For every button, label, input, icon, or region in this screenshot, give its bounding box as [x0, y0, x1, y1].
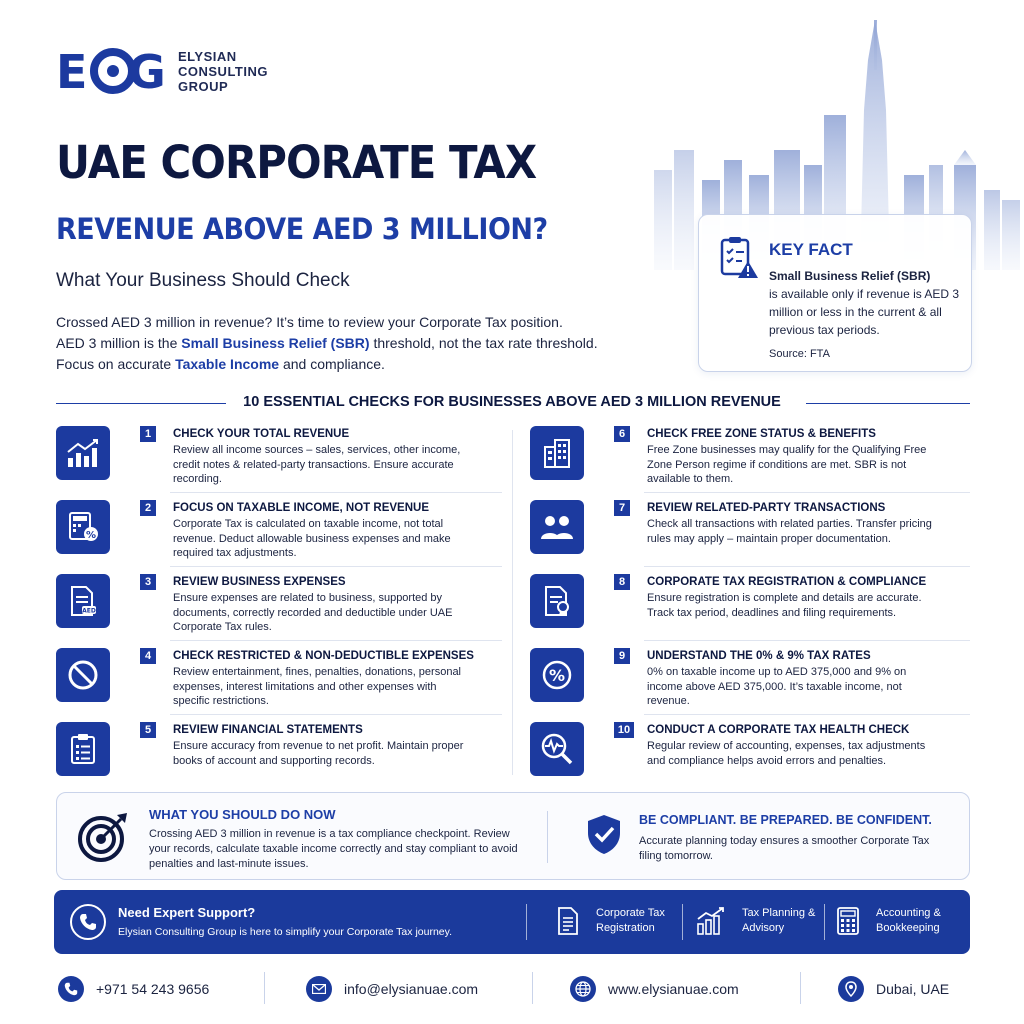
- support-divider: [526, 904, 527, 940]
- svg-text:E: E: [56, 45, 84, 98]
- section-title: 10 ESSENTIAL CHECKS FOR BUSINESSES ABOVE AED 3 MILLION REVENUE: [243, 394, 781, 410]
- percent-circle-icon: [530, 648, 584, 702]
- check-number: 3: [140, 574, 156, 590]
- action-text: Crossing AED 3 million in revenue is a tax compliance checkpoint. Review your records, calculate taxable income correctly and stay compliant to avoid penalties and last-minute issues.: [149, 828, 518, 870]
- intro-paragraph: [56, 312, 676, 375]
- phone-icon: [58, 976, 84, 1002]
- intro-line-2: AED 3 million is the Small Business Relief (SBR) threshold, not the tax rate threshold.: [56, 335, 598, 351]
- key-fact-card: [698, 214, 972, 372]
- intro-line-1: Crossed AED 3 million in revenue? It’s time to review your Corporate Tax position.: [56, 314, 563, 330]
- aed-document-icon: [56, 574, 110, 628]
- support-banner: [54, 890, 970, 954]
- footer-divider: [264, 972, 265, 1004]
- support-divider: [824, 904, 825, 940]
- check-description: Ensure accuracy from revenue to net profit. Maintain proper books of account and supporting records.: [173, 740, 464, 767]
- document-list-icon: [556, 907, 580, 935]
- page-subtitle: REVENUE ABOVE AED 3 MILLION?: [56, 212, 548, 246]
- check-title: REVIEW FINANCIAL STATEMENTS: [173, 724, 363, 736]
- check-item-10: [530, 722, 950, 784]
- support-text: Elysian Consulting Group is here to simplify your Corporate Tax journey.: [118, 926, 453, 938]
- check-title: CONDUCT A CORPORATE TAX HEALTH CHECK: [647, 724, 910, 736]
- check-number: 2: [140, 500, 156, 516]
- key-fact-text: Small Business Relief (SBR) is available only if revenue is AED 3 million or less in the current & all previous tax periods.: [769, 269, 960, 337]
- check-divider: [170, 714, 502, 715]
- clipboard-list-icon: [56, 722, 110, 776]
- check-number: 7: [614, 500, 630, 516]
- key-fact-source: Source: FTA: [769, 348, 830, 360]
- health-magnifier-icon: [530, 722, 584, 776]
- check-number: 9: [614, 648, 630, 664]
- contact-website[interactable]: [570, 976, 739, 1002]
- check-divider: [170, 566, 502, 567]
- contact-email-text: info@elysianuae.com: [344, 981, 479, 997]
- support-divider: [682, 904, 683, 940]
- footer-divider: [532, 972, 533, 1004]
- check-title: CHECK FREE ZONE STATUS & BENEFITS: [647, 428, 876, 440]
- svg-text:G: G: [128, 45, 166, 98]
- checks-column-divider: [512, 430, 513, 775]
- check-description: Review all income sources – sales, services, other income, credit notes & related-party transactions. Ensure accurate recording.: [173, 444, 461, 485]
- check-item-6: [530, 426, 950, 488]
- check-item-9: [530, 648, 950, 710]
- check-description: Check all transactions with related parties. Transfer pricing rules may apply – maintain proper documentation.: [647, 518, 932, 545]
- check-item-1: [56, 426, 476, 488]
- check-divider: [644, 566, 970, 567]
- check-description: 0% on taxable income up to AED 375,000 and 9% on income above AED 375,000. It’s taxable income, not revenue.: [647, 666, 907, 707]
- check-description: Ensure registration is complete and details are accurate. Track tax period, deadlines and filing requirements.: [647, 592, 922, 619]
- bar-chart-growth-icon: [56, 426, 110, 480]
- page-title: UAE CORPORATE TAX: [56, 136, 537, 189]
- growth-chart-icon: [696, 907, 726, 935]
- check-title: REVIEW BUSINESS EXPENSES: [173, 576, 346, 588]
- check-divider: [644, 640, 970, 641]
- check-item-8: [530, 574, 950, 636]
- svg-text:%: %: [85, 530, 97, 541]
- phone-icon: [70, 904, 106, 940]
- check-title: CHECK YOUR TOTAL REVENUE: [173, 428, 350, 440]
- action-slogan-text: Accurate planning today ensures a smoother Corporate Tax filing tomorrow.: [639, 835, 930, 862]
- check-item-7: [530, 500, 950, 562]
- contact-phone[interactable]: [58, 976, 209, 1002]
- check-number: 10: [614, 722, 634, 738]
- check-title: REVIEW RELATED-PARTY TRANSACTIONS: [647, 502, 886, 514]
- ecg-logo-mark: [56, 44, 168, 98]
- checklist-warning-icon: [719, 235, 759, 279]
- check-description: Free Zone businesses may qualify for the Qualifying Free Zone Person regime if conditions are met. SBR is not available to them.: [647, 444, 927, 485]
- target-arrow-icon: [77, 811, 129, 863]
- check-number: 4: [140, 648, 156, 664]
- check-title: FOCUS ON TAXABLE INCOME, NOT REVENUE: [173, 502, 429, 514]
- certificate-document-icon: [530, 574, 584, 628]
- check-divider: [644, 714, 970, 715]
- service-tax-planning[interactable]: Tax Planning & Advisory: [696, 906, 815, 936]
- brand-name-line3: GROUP: [178, 78, 229, 94]
- brand-logo: [56, 44, 268, 98]
- check-description: Review entertainment, fines, penalties, donations, personal expenses, interest limitations and other expenses with specific restrictions.: [173, 666, 462, 707]
- check-number: 1: [140, 426, 156, 442]
- email-icon: [306, 976, 332, 1002]
- action-slogan: BE COMPLIANT. BE PREPARED. BE CONFIDENT.: [639, 813, 932, 827]
- key-fact-title: KEY FACT: [769, 240, 853, 259]
- brand-name-line2: CONSULTING: [178, 63, 268, 79]
- action-divider: [547, 811, 548, 863]
- check-divider: [170, 640, 502, 641]
- brand-name-line1: ELYSIAN: [178, 48, 237, 64]
- contact-phone-text: +971 54 243 9656: [96, 981, 210, 997]
- map-pin-icon: [838, 976, 864, 1002]
- action-card: [56, 792, 970, 880]
- intro-line-3: Focus on accurate Taxable Income and compliance.: [56, 356, 385, 372]
- check-number: 5: [140, 722, 156, 738]
- check-number: 8: [614, 574, 630, 590]
- contact-email[interactable]: [306, 976, 478, 1002]
- check-description: Regular review of accounting, expenses, tax adjustments and compliance helps avoid errors and penalties.: [647, 740, 926, 767]
- prohibited-icon: [56, 648, 110, 702]
- service-tax-registration[interactable]: Corporate Tax Registration: [556, 906, 665, 936]
- check-item-2: [56, 500, 476, 562]
- support-title: Need Expert Support?: [118, 905, 256, 920]
- calculator-percent-icon: [56, 500, 110, 554]
- svg-text:%: %: [548, 666, 566, 685]
- check-title: CHECK RESTRICTED & NON-DEDUCTIBLE EXPENSES: [173, 650, 474, 662]
- svg-text:AED: AED: [82, 607, 96, 615]
- service-accounting[interactable]: Accounting & Bookkeeping: [836, 906, 941, 936]
- check-title: CORPORATE TAX REGISTRATION & COMPLIANCE: [647, 576, 927, 588]
- contact-location: [838, 976, 949, 1002]
- calculator-icon: [836, 907, 860, 935]
- people-group-icon: [530, 500, 584, 554]
- buildings-icon: [530, 426, 584, 480]
- check-divider: [170, 492, 502, 493]
- check-title: UNDERSTAND THE 0% & 9% TAX RATES: [647, 650, 871, 662]
- check-item-5: [56, 722, 476, 784]
- footer-divider: [800, 972, 801, 1004]
- check-item-4: [56, 648, 476, 710]
- check-number: 6: [614, 426, 630, 442]
- shield-check-icon: [585, 813, 623, 855]
- check-item-3: [56, 574, 476, 636]
- contact-location-text: Dubai, UAE: [876, 981, 950, 997]
- check-description: Corporate Tax is calculated on taxable income, not total revenue. Deduct allowable business expenses and make required tax adjustments.: [173, 518, 451, 559]
- globe-icon: [570, 976, 596, 1002]
- check-description: Ensure expenses are related to business, supported by documents, correctly recorded and deductible under UAE Corporate Tax rules.: [173, 592, 453, 633]
- contact-website-text: www.elysianuae.com: [608, 981, 739, 997]
- action-title: WHAT YOU SHOULD DO NOW: [149, 807, 336, 822]
- check-divider: [644, 492, 970, 493]
- page-tagline: What Your Business Should Check: [56, 270, 350, 291]
